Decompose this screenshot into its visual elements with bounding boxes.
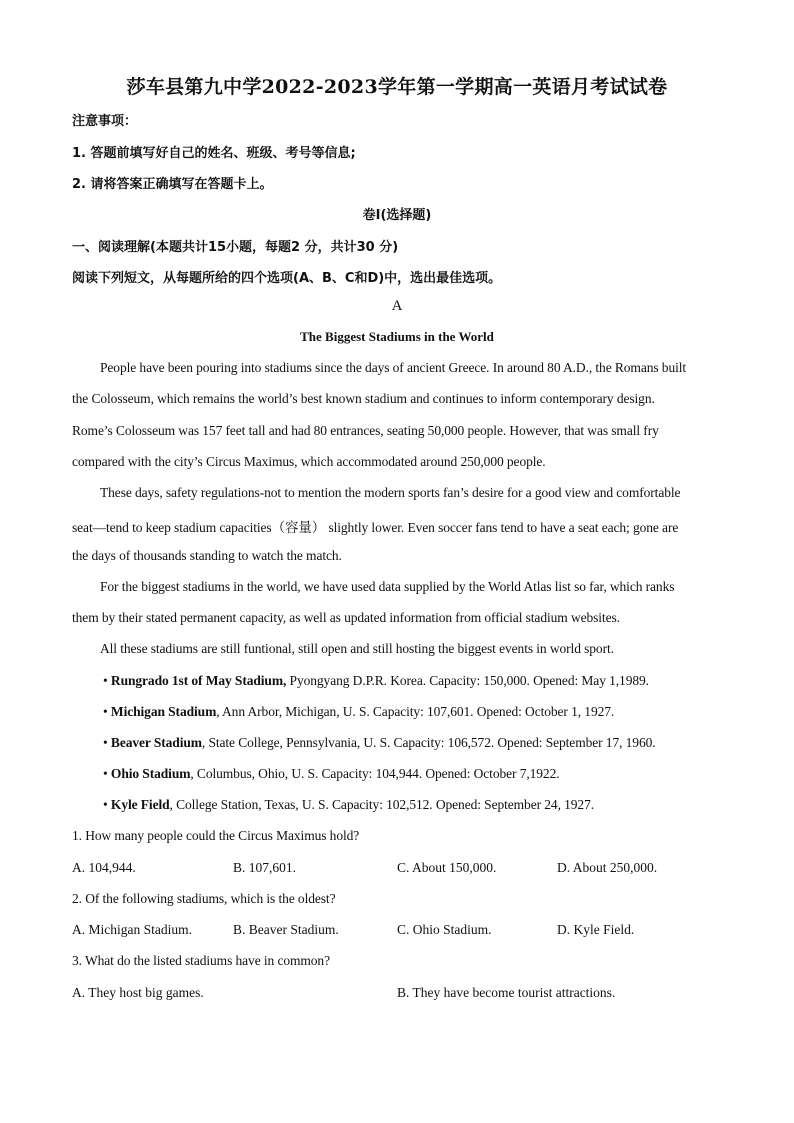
list-item [103,797,594,813]
passage-line: the days of thousands standing to watch the match. [72,548,342,563]
note-item-1: 1. 答题前填写好自己的姓名、班级、考号等信息; [72,146,356,161]
stadium-name: Beaver Stadium [110,735,202,750]
list-item [103,704,614,720]
bullet-icon: • [103,704,108,719]
stadium-detail: Pyongyang D.P.R. Korea. Capacity: 150,000. Opened: May 1,1989. [286,673,649,688]
note-item-2: 2. 请将答案正确填写在答题卡上。 [72,177,273,192]
passage-line: them by their stated permanent capacity, as well as updated information from official stadium websites. [72,610,620,625]
option-d[interactable]: D. About 250,000. [557,860,658,875]
stadium-name: Michigan Stadium [110,704,217,719]
question-stem: 3. What do the listed stadiums have in common? [72,953,330,968]
question-stem: 1. How many people could the Circus Maximus hold? [72,828,360,843]
passage-line: All these stadiums are still funtional, still open and still hosting the biggest events in world sport. [100,641,614,656]
stadium-detail: , College Station, Texas, U. S. Capacity: 102,512. Opened: September 24, 1927. [169,797,594,812]
passage-line: People have been pouring into stadiums since the days of ancient Greece. In around 80 A.D., the Romans built [100,360,687,375]
bullet-icon: • [103,673,108,688]
bullet-icon: • [103,735,108,750]
option-d[interactable]: D. Kyle Field. [557,922,635,937]
stadium-name: Ohio Stadium [110,766,191,781]
passage-line: compared with the city’s Circus Maximus, which accommodated around 250,000 people. [72,454,546,469]
section-heading: 一、阅读理解(本题共计15小题，每题2 分，共计30 分) [72,240,399,255]
list-item [103,735,656,751]
option-a[interactable]: A. They host big games. [72,985,204,1000]
list-item [103,673,649,689]
passage-line: seat—tend to keep stadium capacities（容量） slightly lower. Even soccer fans tend to have a seat each; gone are [72,520,679,535]
bullet-icon: • [103,797,108,812]
option-a[interactable]: A. Michigan Stadium. [72,922,192,937]
passage-line: Rome’s Colosseum was 157 feet tall and had 80 entrances, seating 50,000 people. However, that was small fry [72,423,659,438]
stadium-name: Kyle Field [110,797,170,812]
option-c[interactable]: C. About 150,000. [397,860,497,875]
stadium-detail: , Columbus, Ohio, U. S. Capacity: 104,944. Opened: October 7,1922. [190,766,560,781]
notes-heading: 注意事项： [72,114,138,129]
question-stem: 2. Of the following stadiums, which is the oldest? [72,891,336,906]
option-b[interactable]: B. They have become tourist attractions. [397,985,616,1000]
option-b[interactable]: B. 107,601. [233,860,297,875]
passage-letter: A [391,298,403,314]
option-c[interactable]: C. Ohio Stadium. [397,922,492,937]
passage-title: The Biggest Stadiums in the World [300,329,494,344]
passage-line: the Colosseum, which remains the world’s best known stadium and continues to inform contemporary design. [72,391,655,406]
stadium-detail: , State College, Pennsylvania, U. S. Capacity: 106,572. Opened: September 17, 1960. [201,735,656,750]
passage-line: For the biggest stadiums in the world, we have used data supplied by the World Atlas list so far, which ranks [100,579,675,594]
stadium-detail: , Ann Arbor, Michigan, U. S. Capacity: 107,601. Opened: October 1, 1927. [216,704,615,719]
section-instruction: 阅读下列短文，从每题所给的四个选项(A、B、C和D)中，选出最佳选项。 [72,271,502,286]
exam-title: 莎车县第九中学2022-2023学年第一学期高一英语月考试试卷 [126,76,668,98]
passage-line: These days, safety regulations-not to mention the modern sports fan’s desire for a good view and comfortable [100,485,681,500]
list-item [103,766,560,782]
option-a[interactable]: A. 104,944. [72,860,136,875]
stadium-name: Rungrado 1st of May Stadium, [110,673,287,688]
option-b[interactable]: B. Beaver Stadium. [233,922,339,937]
bullet-icon: • [103,766,108,781]
volume-label: 卷Ⅰ(选择题) [362,208,432,223]
